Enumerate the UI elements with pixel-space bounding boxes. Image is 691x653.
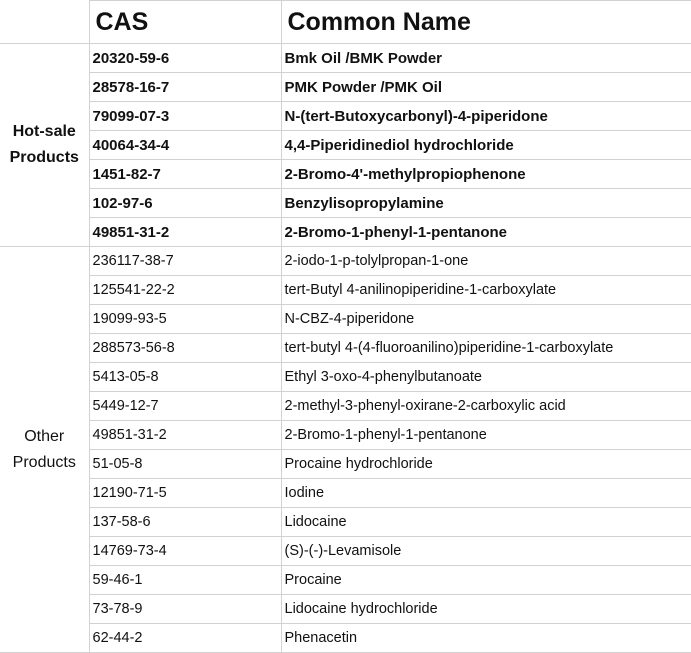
table-row <box>0 566 691 595</box>
common-name-cell: Procaine <box>281 566 691 595</box>
cas-number-cell: 49851-31-2 <box>89 421 281 450</box>
table-row <box>0 102 691 131</box>
common-name-cell: Lidocaine hydrochloride <box>281 595 691 624</box>
cas-number-cell: 125541-22-2 <box>89 276 281 305</box>
common-name-cell: Phenacetin <box>281 624 691 653</box>
table-row <box>0 363 691 392</box>
table-body <box>0 44 691 653</box>
common-name-cell: 2-Bromo-1-phenyl-1-pentanone <box>281 218 691 247</box>
cas-number-cell: 49851-31-2 <box>89 218 281 247</box>
common-name-cell: Benzylisopropylamine <box>281 189 691 218</box>
common-name-cell: Iodine <box>281 479 691 508</box>
table-row <box>0 44 691 73</box>
table-row <box>0 624 691 653</box>
cas-number-cell: 236117-38-7 <box>89 247 281 276</box>
table-row <box>0 479 691 508</box>
other-products-group-label <box>0 247 89 653</box>
common-name-cell: (S)-(-)-Levamisole <box>281 537 691 566</box>
common-name-column-header: Common Name <box>281 1 691 44</box>
cas-number-cell: 73-78-9 <box>89 595 281 624</box>
table-row <box>0 537 691 566</box>
group-label-line: Other <box>24 427 65 445</box>
hot-products-group-label <box>0 44 89 247</box>
table-row <box>0 392 691 421</box>
table-row <box>0 508 691 537</box>
table-row <box>0 305 691 334</box>
cas-number-cell: 102-97-6 <box>89 189 281 218</box>
table-row <box>0 276 691 305</box>
common-name-cell: tert-Butyl 4-anilinopiperidine-1-carboxylate <box>281 276 691 305</box>
cas-number-cell: 20320-59-6 <box>89 44 281 73</box>
common-name-cell: Lidocaine <box>281 508 691 537</box>
table-row <box>0 595 691 624</box>
cas-number-cell: 12190-71-5 <box>89 479 281 508</box>
cas-number-cell: 1451-82-7 <box>89 160 281 189</box>
cas-number-cell: 137-58-6 <box>89 508 281 537</box>
common-name-cell: PMK Powder /PMK Oil <box>281 73 691 102</box>
cas-number-cell: 40064-34-4 <box>89 131 281 160</box>
table-row <box>0 450 691 479</box>
table-row <box>0 421 691 450</box>
common-name-cell: N-(tert-Butoxycarbonyl)-4-piperidone <box>281 102 691 131</box>
table-row <box>0 218 691 247</box>
group-label-line: Products <box>12 453 76 471</box>
common-name-cell: 2-methyl-3-phenyl-oxirane-2-carboxylic acid <box>281 392 691 421</box>
common-name-cell: Ethyl 3-oxo-4-phenylbutanoate <box>281 363 691 392</box>
table-row <box>0 73 691 102</box>
cas-column-header: CAS <box>89 1 281 44</box>
common-name-cell: tert-butyl 4-(4-fluoroanilino)piperidine-1-carboxylate <box>281 334 691 363</box>
common-name-cell: 2-Bromo-1-phenyl-1-pentanone <box>281 421 691 450</box>
cas-number-cell: 5449-12-7 <box>89 392 281 421</box>
table-row <box>0 189 691 218</box>
common-name-cell: Bmk Oil /BMK Powder <box>281 44 691 73</box>
table-row <box>0 160 691 189</box>
group-label-line: Products <box>9 149 79 166</box>
group-label-line: Hot-sale <box>12 123 76 140</box>
common-name-cell: N-CBZ-4-piperidone <box>281 305 691 334</box>
cas-number-cell: 62-44-2 <box>89 624 281 653</box>
cas-number-cell: 59-46-1 <box>89 566 281 595</box>
common-name-cell: 2-iodo-1-p-tolylpropan-1-one <box>281 247 691 276</box>
common-name-cell: 4,4-Piperidinediol hydrochloride <box>281 131 691 160</box>
table-row <box>0 334 691 363</box>
table-row <box>0 247 691 276</box>
header-row <box>0 1 691 44</box>
cas-number-cell: 288573-56-8 <box>89 334 281 363</box>
cas-number-cell: 79099-07-3 <box>89 102 281 131</box>
cas-number-cell: 19099-93-5 <box>89 305 281 334</box>
cas-number-cell: 5413-05-8 <box>89 363 281 392</box>
cas-number-cell: 51-05-8 <box>89 450 281 479</box>
cas-number-cell: 14769-73-4 <box>89 537 281 566</box>
table-row <box>0 131 691 160</box>
common-name-cell: Procaine hydrochloride <box>281 450 691 479</box>
cas-number-cell: 28578-16-7 <box>89 73 281 102</box>
common-name-cell: 2-Bromo-4'-methylpropiophenone <box>281 160 691 189</box>
header-blank-cell <box>0 1 89 44</box>
